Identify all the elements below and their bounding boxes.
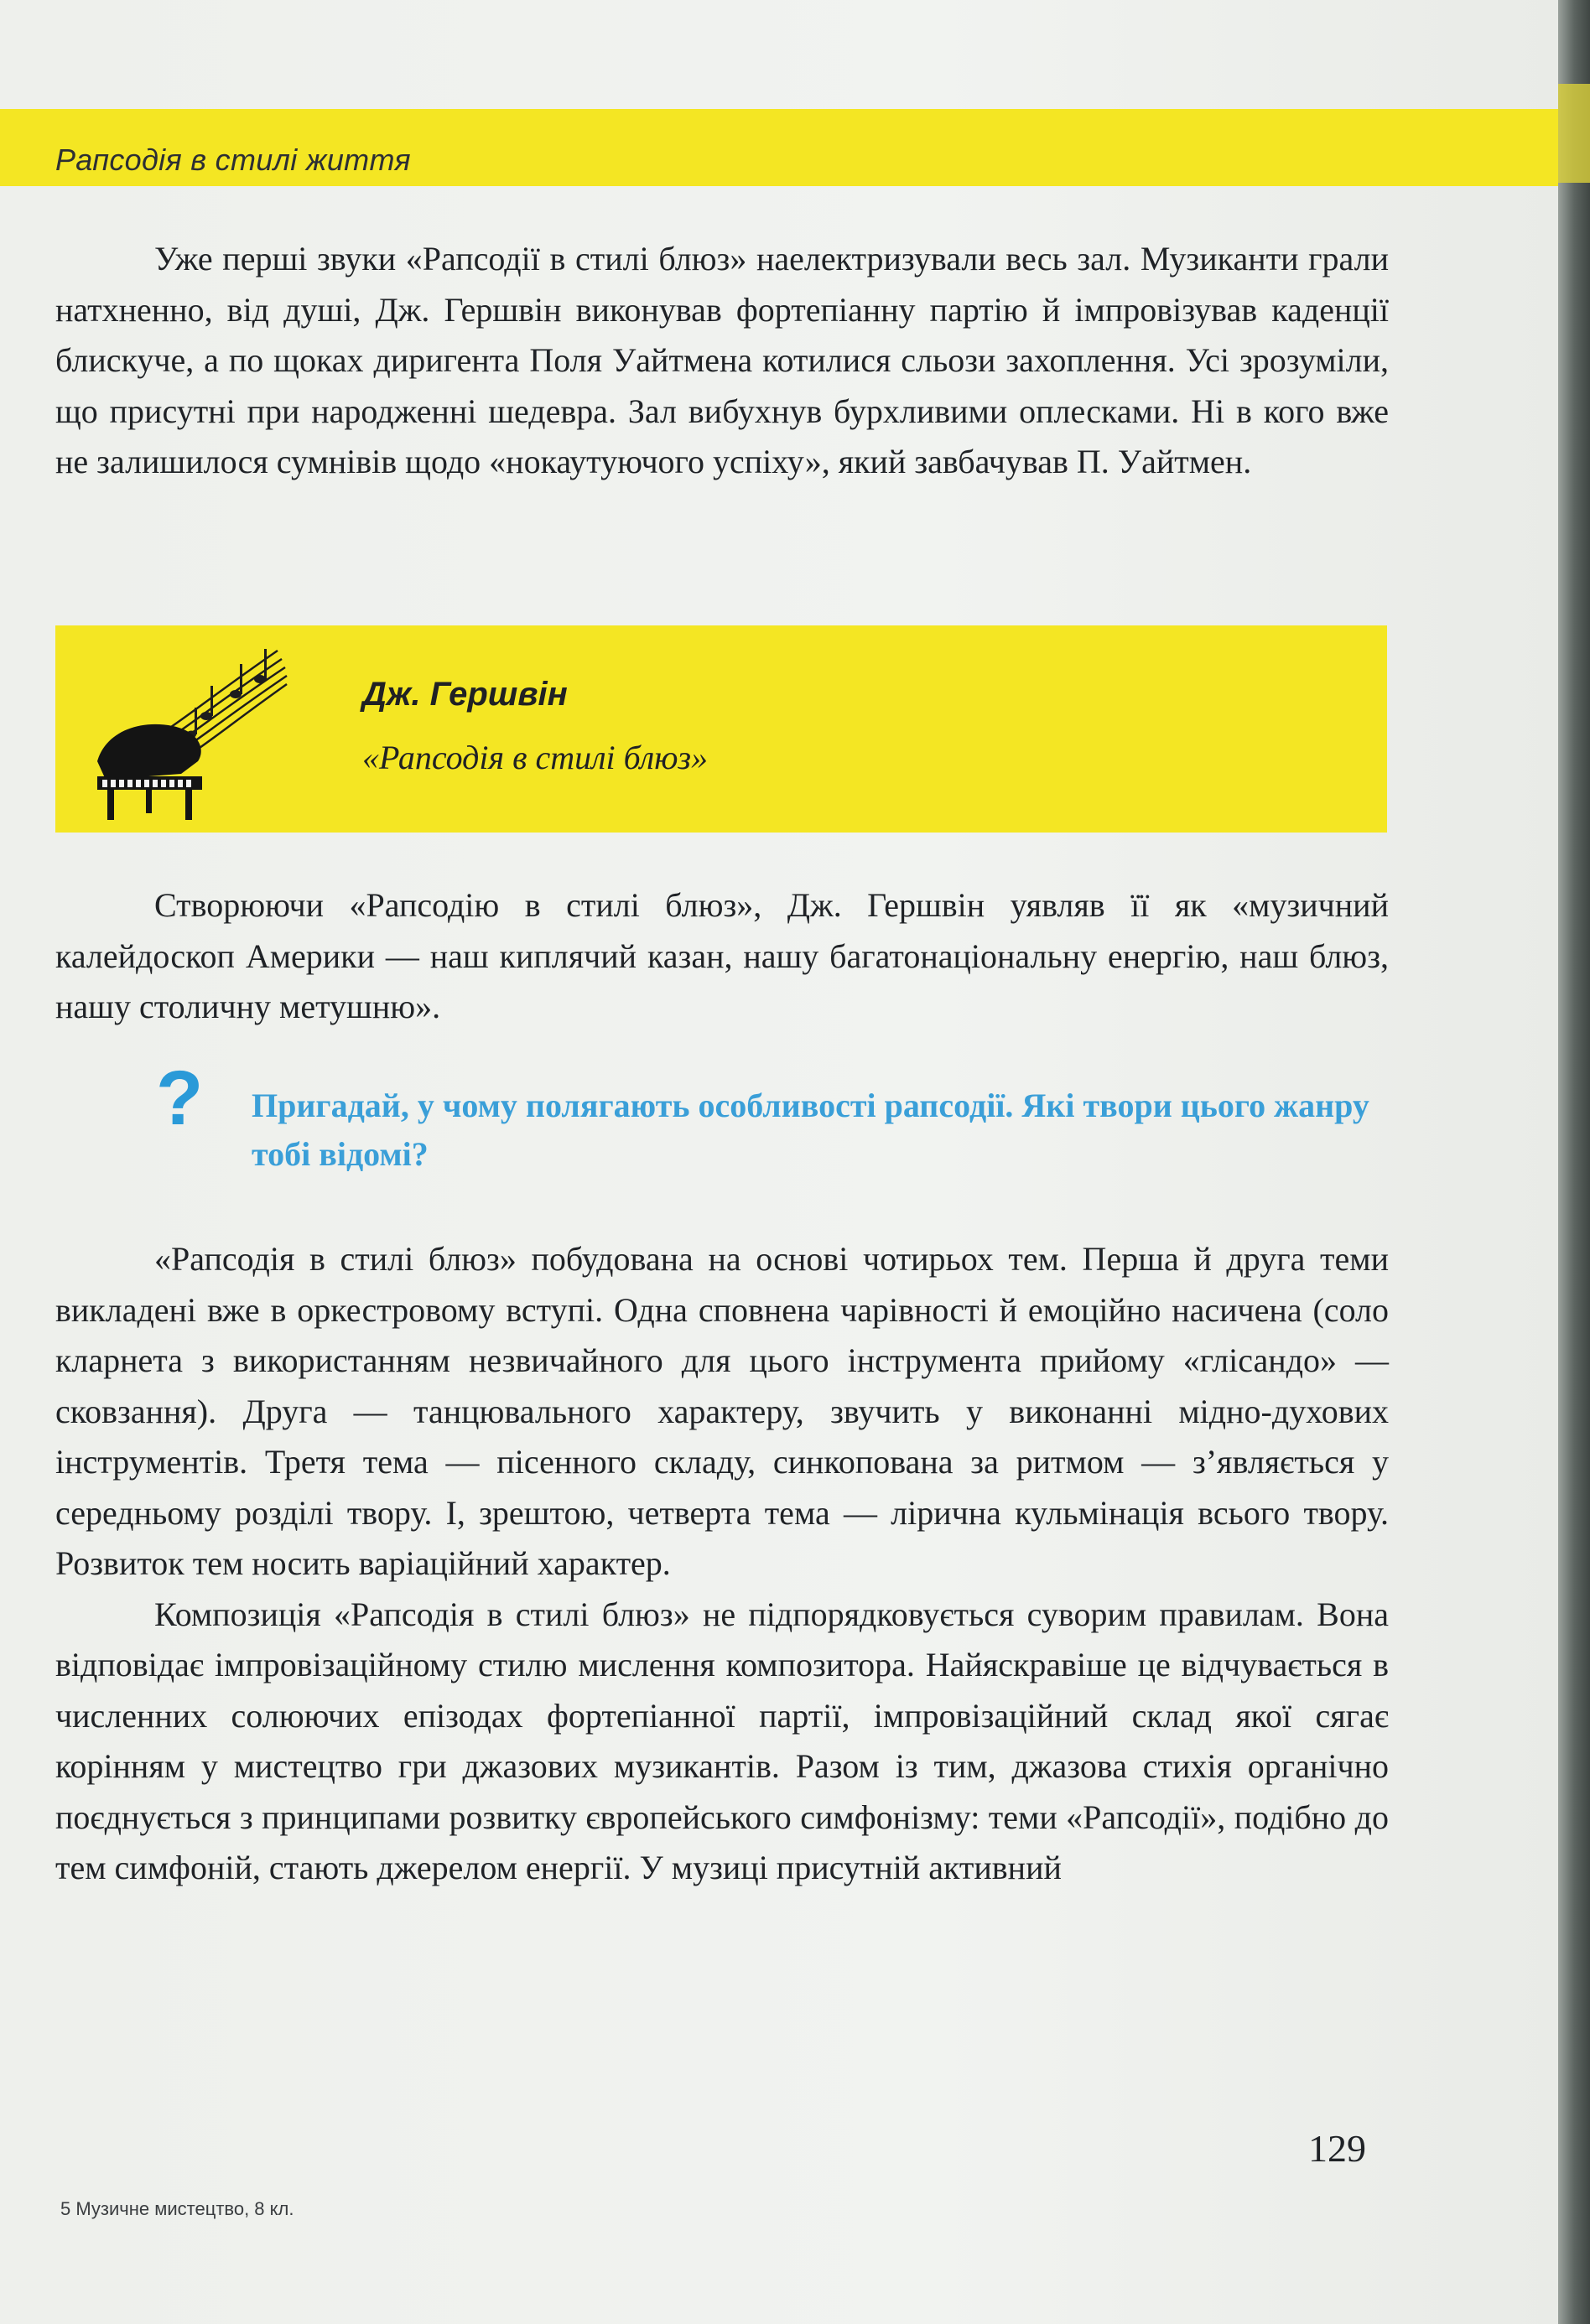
question-text: Пригадай, у чому полягають особливості рапсодії. Які твори цього жанру тобі відомі? xyxy=(252,1087,1369,1173)
listening-work-title: «Рапсодія в стилі блюз» xyxy=(362,739,709,776)
running-header-title: Рапсодія в стилі життя xyxy=(55,143,411,177)
paragraph: «Рапсодія в стилі блюз» побудована на основі чотирьох тем. Перша й друга теми викладені вже в оркестровому вступі. Одна сповнена чарівності й емоційно насичена (соло кларнета з використанням незвичайного для цього інструмента прийому «глісандо» — сковзання). Друга — танцювального характеру, звучить у виконанні мідно-духових інструментів. Третя тема — пісенного складу, синкопована за ритмом — з’являється у середньому розділі твору. І, зрештою, четверта тема — лірична кульмінація всього твору. Розвиток тем носить варіаційний характер. xyxy=(55,1240,1389,1582)
question-mark-icon: ? xyxy=(156,1056,204,1141)
listening-composer: Дж. Гершвін xyxy=(362,676,568,713)
footer-note: 5 Музичне мистецтво, 8 кл. xyxy=(60,2198,294,2219)
paragraph: Композиція «Рапсодія в стилі блюз» не підпорядковується суворим правилам. Вона відповідає імпровізаційному стилю мислення композитора. Найяскравіше це відчувається в численних солюючих епізодах фортепіанної партії, імпровізаційний склад якої сягає корінням у мистецтво гри джазових музикантів. Разом із тим, джазова стихія органічно поєднується з принципами розвитку європейського симфонізму: теми «Рапсодії», подібно до тем симфоній, стають джерелом енергії. У музиці присутній активний xyxy=(55,1595,1389,1886)
paragraph: Уже перші звуки «Рапсодії в стилі блюз» наелектризували весь зал. Музиканти грали натхненно, від душі, Дж. Гершвін виконував фортепіанну партію й імпровізував каденції блискуче, а по щоках диригента Поля Уайтмена котилися сльози захоплення. Усі зрозуміли, що присутні при народженні шедевра. Зал вибухнув бурхливими оплесками. Ні в кого вже не залишилося сумнівів щодо «нокаутуючого успіху», який завбачував П. Уайтмен. xyxy=(55,240,1389,480)
text-block-3 xyxy=(55,1234,1389,1894)
listening-box xyxy=(55,625,1387,833)
text-block-1 xyxy=(55,234,1389,488)
text-block-2 xyxy=(55,880,1389,1033)
page-number: 129 xyxy=(1308,2127,1366,2170)
book-gutter xyxy=(1558,0,1590,2324)
paragraph: Створюючи «Рапсодію в стилі блюз», Дж. Гершвін уявляв її як «музичний калейдоскоп Америки — наш киплячий казан, нашу багатонаціональну енергію, наш блюз, нашу столичну метушню». xyxy=(55,886,1389,1025)
piano-music-icon xyxy=(81,635,290,824)
gutter-color-band xyxy=(1558,84,1590,183)
